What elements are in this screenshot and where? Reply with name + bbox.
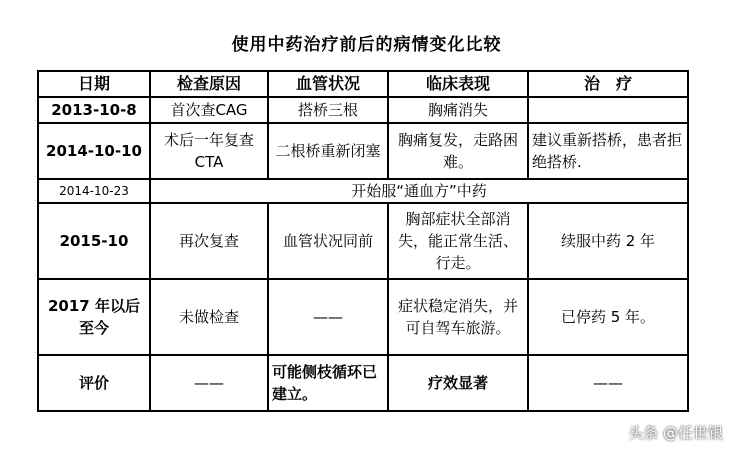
table-row bbox=[38, 355, 688, 411]
cell-reason: —— bbox=[150, 355, 268, 411]
cell-date: 2013-10-8 bbox=[38, 97, 150, 123]
cell-vessel: 可能侧枝循环已建立。 bbox=[268, 355, 388, 411]
cell-treatment: 已停药 5 年。 bbox=[528, 279, 688, 355]
watermark: 头条 @任世银 bbox=[628, 424, 723, 442]
cell-clinical: 胸痛复发，走路困难。 bbox=[388, 123, 528, 179]
header-vessel: 血管状况 bbox=[268, 71, 388, 97]
cell-reason: 术后一年复查CTA bbox=[150, 123, 268, 179]
header-reason: 检查原因 bbox=[150, 71, 268, 97]
cell-treatment: —— bbox=[528, 355, 688, 411]
cell-clinical: 胸痛消失 bbox=[388, 97, 528, 123]
header-treatment: 治 疗 bbox=[528, 71, 688, 97]
cell-date: 评价 bbox=[38, 355, 150, 411]
cell-clinical: 胸部症状全部消失，能正常生活、行走。 bbox=[388, 203, 528, 279]
cell-vessel: —— bbox=[268, 279, 388, 355]
page-title: 使用中药治疗前后的病情变化比较 bbox=[231, 35, 502, 55]
cell-merged-note: 开始服“通血方”中药 bbox=[150, 179, 688, 203]
cell-clinical: 症状稳定消失，并可自驾车旅游。 bbox=[388, 279, 528, 355]
cell-vessel: 二根桥重新闭塞 bbox=[268, 123, 388, 179]
header-date: 日期 bbox=[38, 71, 150, 97]
header-row bbox=[38, 71, 688, 97]
cell-reason: 再次复查 bbox=[150, 203, 268, 279]
cell-vessel: 搭桥三根 bbox=[268, 97, 388, 123]
table-row bbox=[38, 203, 688, 279]
cell-vessel: 血管状况同前 bbox=[268, 203, 388, 279]
cell-reason: 未做检查 bbox=[150, 279, 268, 355]
cell-clinical: 疗效显著 bbox=[388, 355, 528, 411]
cell-date: 2015-10 bbox=[38, 203, 150, 279]
table-row bbox=[38, 179, 688, 203]
cell-treatment bbox=[528, 97, 688, 123]
table-row bbox=[38, 123, 688, 179]
cell-date: 2017 年以后至今 bbox=[38, 279, 150, 355]
cell-date: 2014-10-10 bbox=[38, 123, 150, 179]
cell-treatment: 建议重新搭桥，患者拒绝搭桥. bbox=[528, 123, 688, 179]
cell-date: 2014-10-23 bbox=[38, 179, 150, 203]
table-row bbox=[38, 279, 688, 355]
cell-reason: 首次查CAG bbox=[150, 97, 268, 123]
header-clinical: 临床表现 bbox=[388, 71, 528, 97]
table-row bbox=[38, 97, 688, 123]
comparison-table bbox=[37, 70, 689, 412]
cell-treatment: 续服中药 2 年 bbox=[528, 203, 688, 279]
